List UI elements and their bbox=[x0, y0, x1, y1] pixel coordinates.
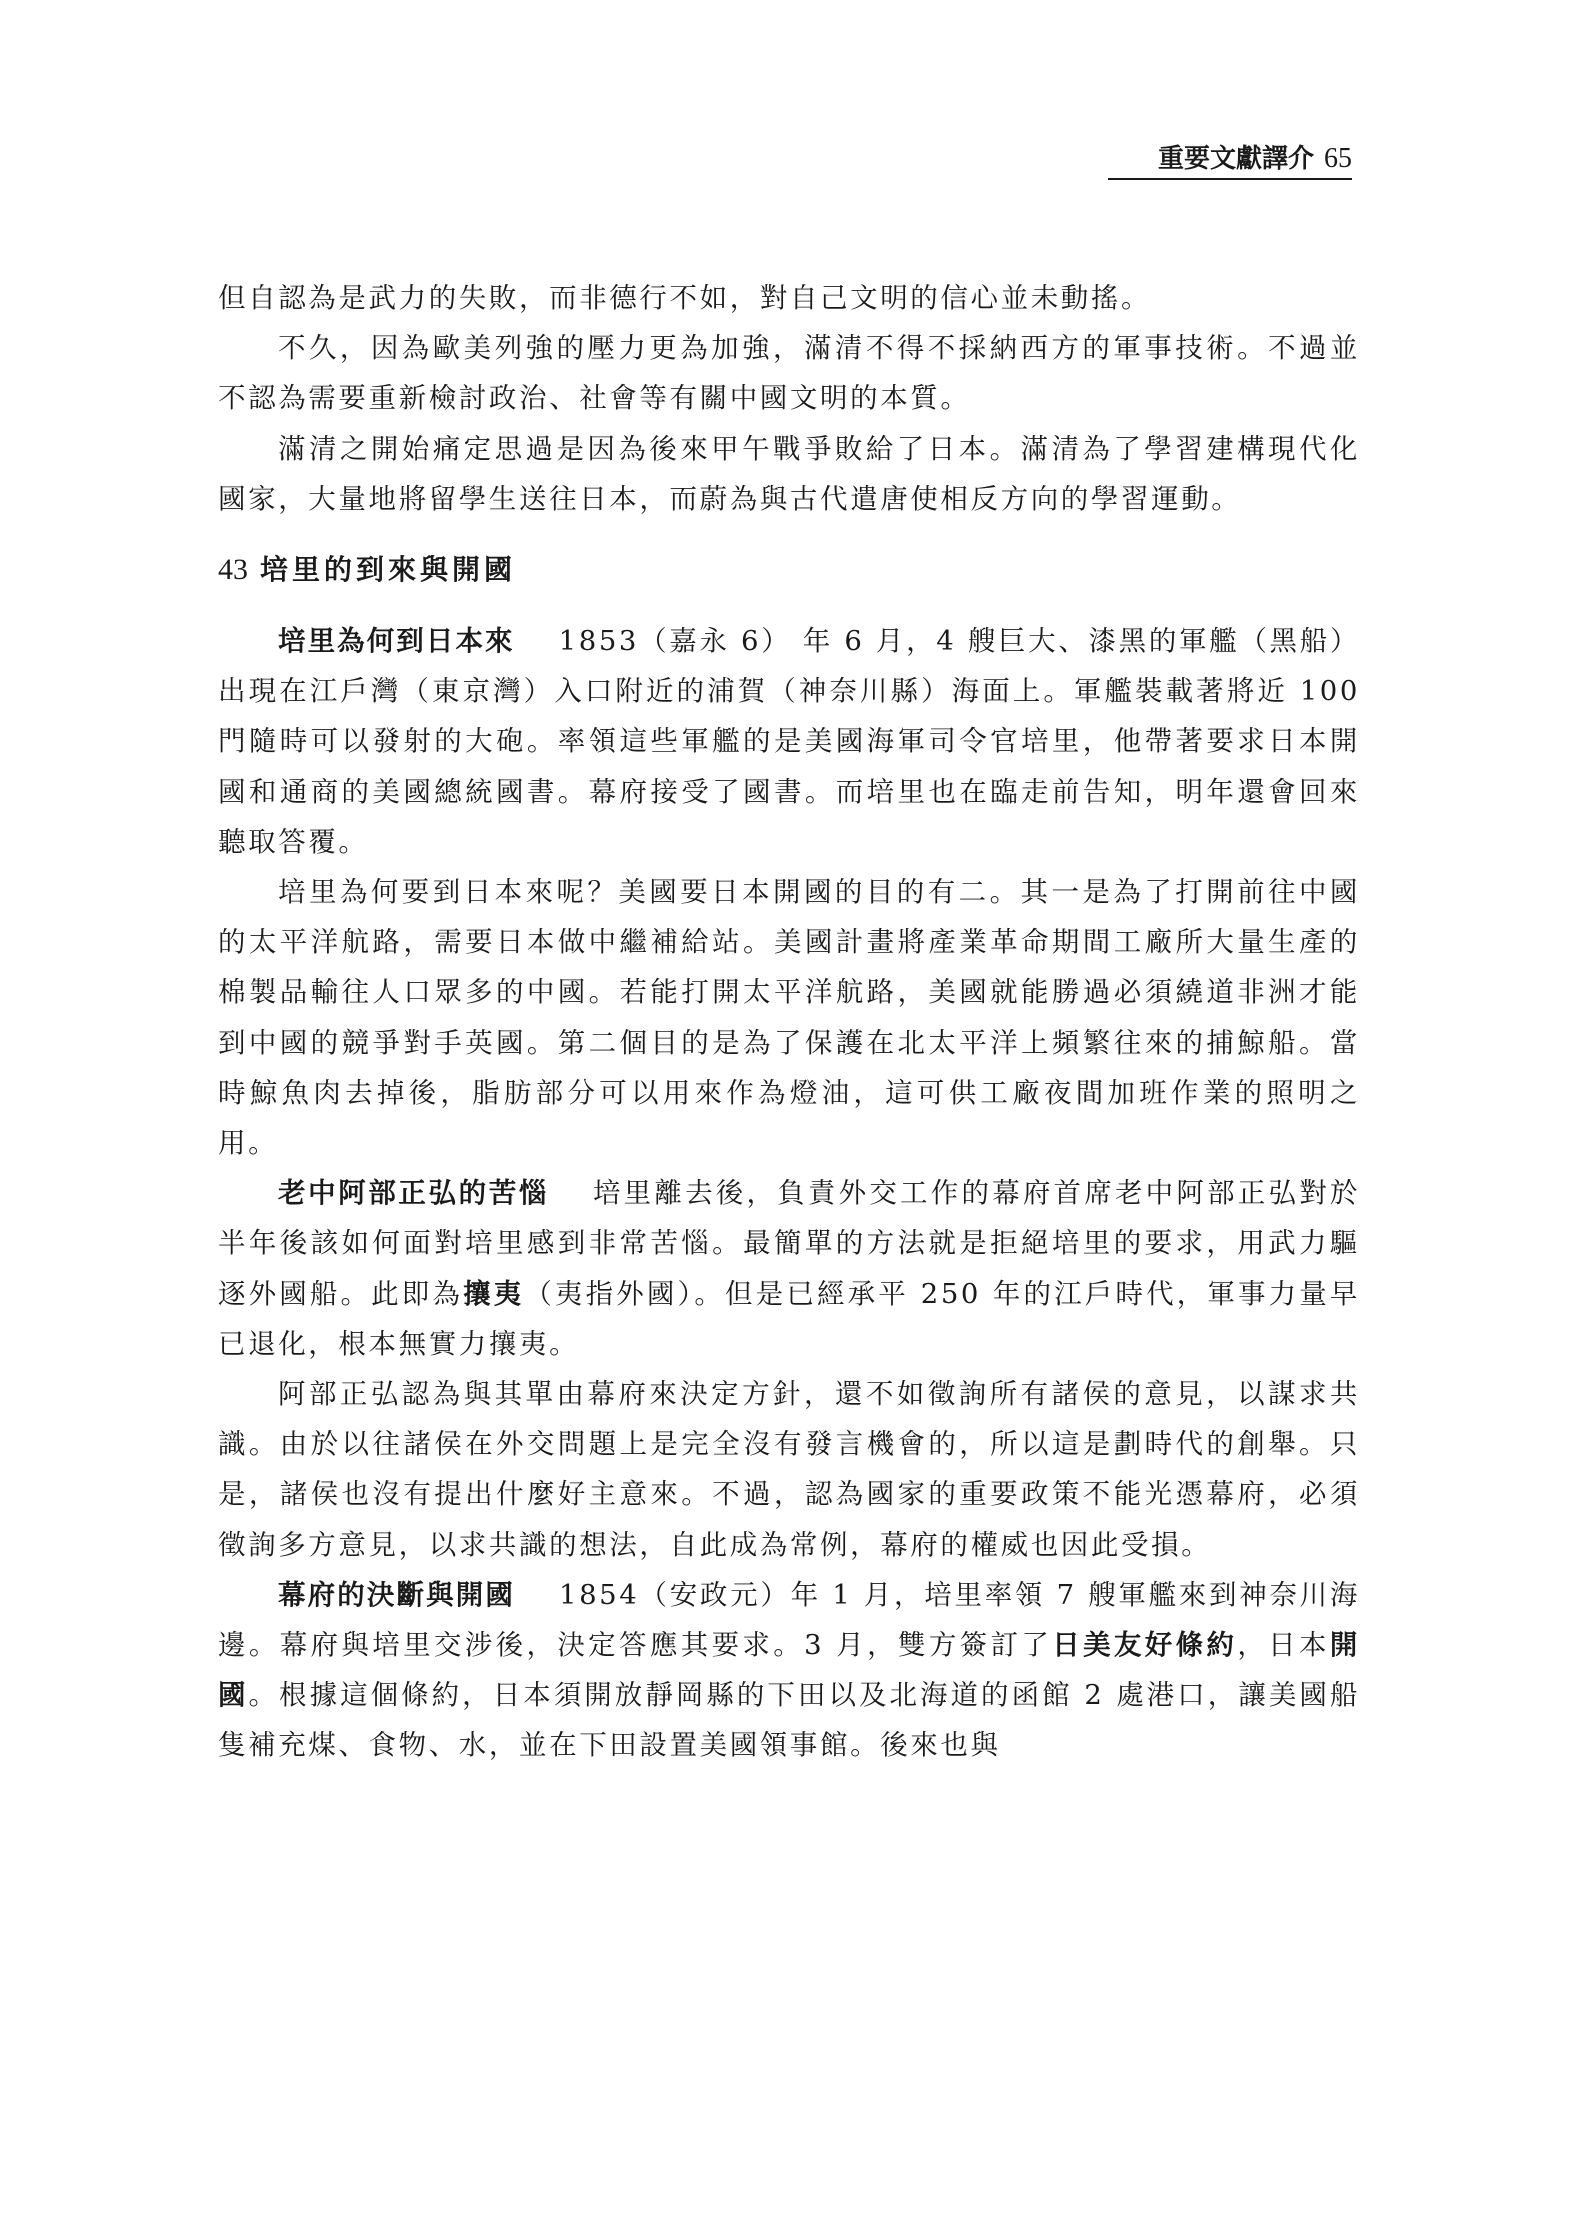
header-title: 重要文獻譯介 bbox=[1157, 144, 1314, 174]
section-title: 培里的到來與開國 bbox=[260, 553, 517, 587]
paragraph-text: （夷指外國）。但是已經承平 250 年的江戶時代，軍事力量早已退化，根本無實力攘夷。 bbox=[218, 1277, 1360, 1360]
section-number: 43 bbox=[218, 553, 248, 587]
paragraph-text: 。根據這個條約，日本須開放靜岡縣的下田以及北海道的函館 2 處港口，讓美國船隻補充煤、食物、水，並在下田設置美國領事館。後來也與 bbox=[218, 1679, 1360, 1762]
paragraph bbox=[218, 616, 1360, 867]
paragraph bbox=[218, 1168, 1360, 1369]
paragraph-lead: 幕府的決斷與開國 bbox=[278, 1578, 515, 1611]
paragraph-text: 1853（嘉永 6） 年 6 月，4 艘巨大、漆黑的軍艦（黑船）出現在江戶灣（東京灣）入口附近的浦賀（神奈川縣）海面上。軍艦裝載著將近 100 門隨時可以發射的大砲。率領這些軍艦的是美國海軍司令官培里，他帶著要求日本開國和通商的美國總統國書。幕府接受了國書。而培里也在臨走前告知，明年還會回來聽取答覆。 bbox=[218, 625, 1360, 858]
paragraph: 阿部正弘認為與其單由幕府來決定方針，還不如徵詢所有諸侯的意見，以謀求共識。由於以往諸侯在外交問題上是完全沒有發言機會的，所以這是劃時代的創舉。只是，諸侯也沒有提出什麼好主意來。不過，認為國家的重要政策不能光憑幕府，必須徵詢多方意見，以求共識的想法，自此成為常例，幕府的權威也因此受損。 bbox=[218, 1378, 1360, 1561]
paragraph-text: 培里離去後，負責外交工作的幕府首席老中阿部正弘對於半年後該如何面對培里感到非常苦惱。最簡單的方法就是拒絕培里的要求，用武力驅逐外國船。此即為 bbox=[218, 1177, 1361, 1310]
paragraph-continued: 但自認為是武力的失敗，而非德行不如，對自己文明的信心並未動搖。 bbox=[218, 282, 1152, 314]
paragraph: 滿清之開始痛定思過是因為後來甲午戰爭敗給了日本。滿清為了學習建構現代化國家，大量地將留學生送往日本，而蔚為與古代遣唐使相反方向的學習運動。 bbox=[218, 432, 1360, 515]
paragraph-lead: 培里為何到日本來 bbox=[278, 625, 515, 658]
paragraph-text: 1854（安政元）年 1 月，培里率領 7 艘軍艦來到神奈川海邊。幕府與培里交涉後，決定答應其要求。3 月，雙方簽訂了 bbox=[218, 1578, 1361, 1662]
key-term: 攘夷 bbox=[463, 1277, 525, 1310]
paragraph-text: ，日本 bbox=[1237, 1629, 1330, 1662]
running-header bbox=[1158, 138, 1352, 175]
paragraph bbox=[218, 1570, 1360, 1771]
header-rule bbox=[1108, 178, 1352, 180]
body-text bbox=[218, 273, 1360, 1771]
paragraph: 不久，因為歐美列強的壓力更為加強，滿清不得不採納西方的軍事技術。不過並不認為需要重新檢討政治、社會等有關中國文明的本質。 bbox=[218, 332, 1360, 415]
paragraph: 培里為何要到日本來呢？美國要日本開國的目的有二。其一是為了打開前往中國的太平洋航路，需要日本做中繼補給站。美國計畫將產業革命期間工廠所大量生產的棉製品輸往人口眾多的中國。若能打開太平洋航路，美國就能勝過必須繞道非洲才能到中國的競爭對手英國。第二個目的是為了保護在北太平洋上頻繁往來的捕鯨船。當時鯨魚肉去掉後，脂肪部分可以用來作為燈油，這可供工廠夜間加班作業的照明之用。 bbox=[218, 876, 1360, 1160]
paragraph-lead: 老中阿部正弘的苦惱 bbox=[278, 1177, 549, 1210]
key-term: 日美友好條約 bbox=[1052, 1629, 1238, 1662]
section-heading bbox=[218, 540, 1360, 600]
key-term: 開國 bbox=[218, 1629, 1360, 1712]
page-number: 65 bbox=[1324, 143, 1352, 174]
